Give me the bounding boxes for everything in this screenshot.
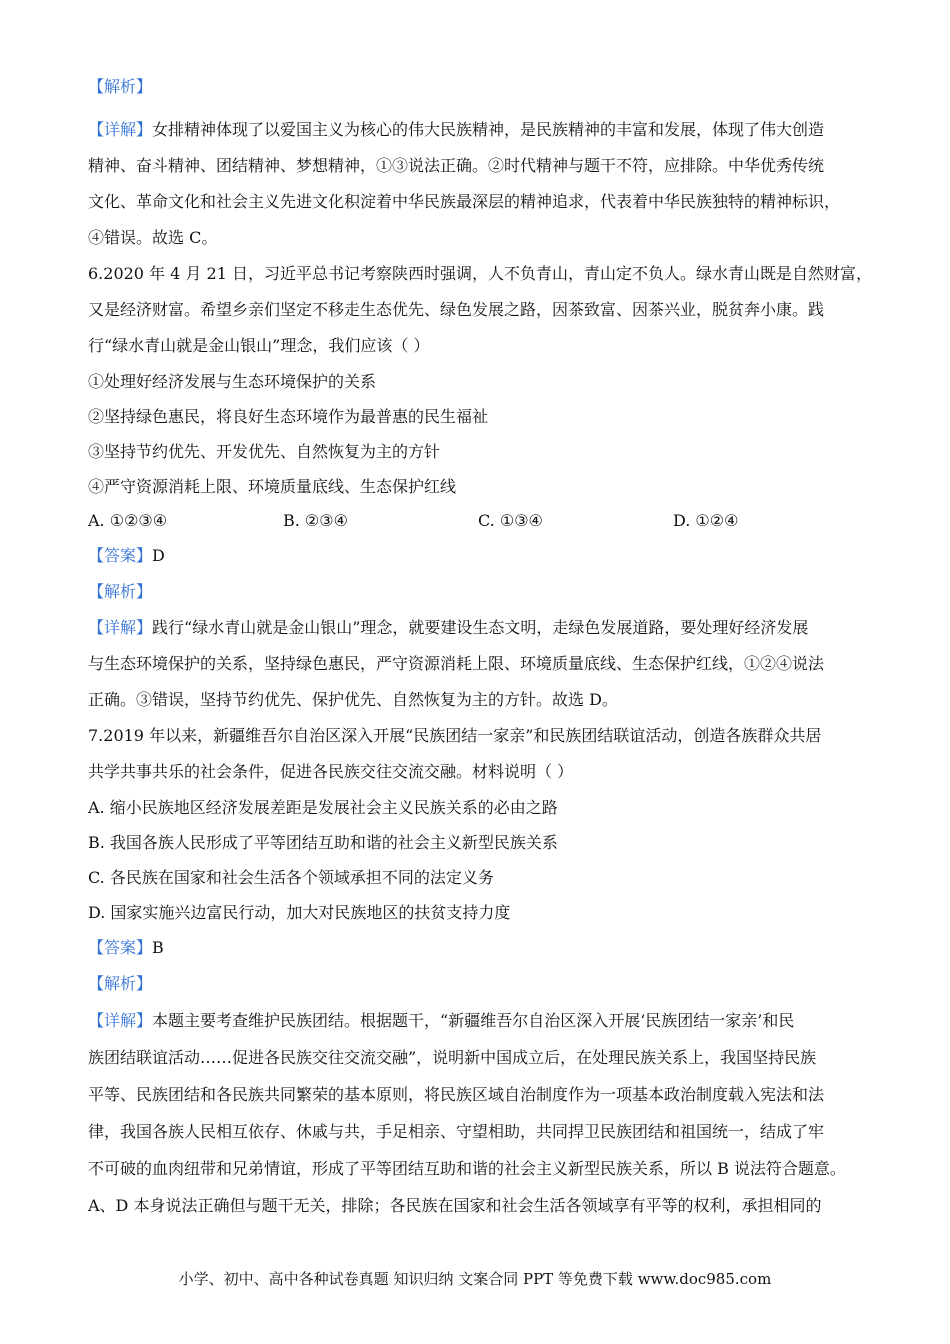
analysis-tag: 【解析】 <box>88 77 153 96</box>
document-page <box>88 72 878 1224</box>
q7-stem: 7.2019 年以来，新疆维吾尔自治区深入开展“民族团结一家亲”和民族团结联谊活动，创造各族群众共居 共学共事共乐的社会条件，促进各民族交往交流交融。材料说明（ ） <box>88 726 822 781</box>
q5-detail: 【详解】女排精神体现了以爱国主义为核心的伟大民族精神，是民族精神的丰富和发展，体现了伟大创造 精神、奋斗精神、团结精神、梦想精神，①③说法正确。②时代精神与题干不符，应排除。中华优秀传统 文化、革命文化和社会主义先进文化积淀着中华民族最深层的精神追求，代表着中华民族独特的精神标识， ④错误。故选 C。 <box>88 120 841 247</box>
q7-options <box>88 790 878 930</box>
q6-detail: 【详解】践行“绿水青山就是金山银山”理念，就要建设生态文明，走绿色发展道路，要处理好经济发展 与生态环境保护的关系，坚持绿色惠民，严守资源消耗上限、环境质量底线、生态保护红线，①②④说法 正确。③错误，坚持节约优先、保护优先、自然恢复为主的方针。故选 D。 <box>88 618 825 709</box>
page-footer: 小学、初中、高中各种试卷真题 知识归纳 文案合同 PPT 等免费下载 www.doc985.com <box>178 1270 772 1288</box>
q7-detail: 【详解】本题主要考查维护民族团结。根据题干，“新疆维吾尔自治区深入开展‘民族团结一家亲’和民 族团结联谊活动……促进各民族交往交流交融”，说明新中国成立后，在处理民族关系上，我国坚持民族 平等、民族团结和各民族共同繁荣的基本原则，将民族区域自治制度作为一项基本政治制度载入宪法和法 律，我国各族人民相互依存、休戚与共，手足相亲、守望相助，共同捍卫民族团结和祖国统一，结成了牢 不可破的血肉纽带和兄弟情谊，形成了平等团结互助和谐的社会主义新型民族关系，所以 B 说法符合题意。 A、D 本身说法正确但与题干无关，排除；各民族在国家和社会生活各领域享有平等的权利，承担相同的 <box>88 1011 846 1215</box>
option-c: C. 各民族在国家和社会生活各个领域承担不同的法定义务 <box>88 868 494 887</box>
option-d: D. 国家实施兴边富民行动，加大对民族地区的扶贫支持力度 <box>88 903 511 922</box>
q7-answer: 【答案】B <box>88 938 164 957</box>
q6-items: ①处理好经济发展与生态环境保护的关系 ②坚持绿色惠民，将良好生态环境作为最普惠的民生福祉 ③坚持节约优先、开发优先、自然恢复为主的方针 ④严守资源消耗上限、环境质量底线、生态保护红线 <box>88 372 489 496</box>
q6-options <box>88 510 878 532</box>
q7-analysis-tag: 【解析】 <box>88 974 153 993</box>
q6-analysis-tag: 【解析】 <box>88 582 153 601</box>
option-a: A. ①②③④ <box>88 511 168 530</box>
option-b: B. ②③④ <box>283 511 348 530</box>
q6-stem: 6.2020 年 4 月 21 日，习近平总书记考察陕西时强调，人不负青山，青山定不负人。绿水青山既是自然财富， 又是经济财富。希望乡亲们坚定不移走生态优先、绿色发展之路，因茶致富、因茶兴业，脱贫奔小康。践 行“绿水青山就是金山银山”理念，我们应该（ ） <box>88 264 872 355</box>
q6-answer: 【答案】D <box>88 546 165 565</box>
option-a: A. 缩小民族地区经济发展差距是发展社会主义民族关系的必由之路 <box>88 798 558 817</box>
detail-tag: 【详解】 <box>88 120 153 139</box>
option-b: B. 我国各族人民形成了平等团结互助和谐的社会主义新型民族关系 <box>88 833 558 852</box>
option-d: D. ①②④ <box>673 511 739 530</box>
option-c: C. ①③④ <box>478 511 543 530</box>
